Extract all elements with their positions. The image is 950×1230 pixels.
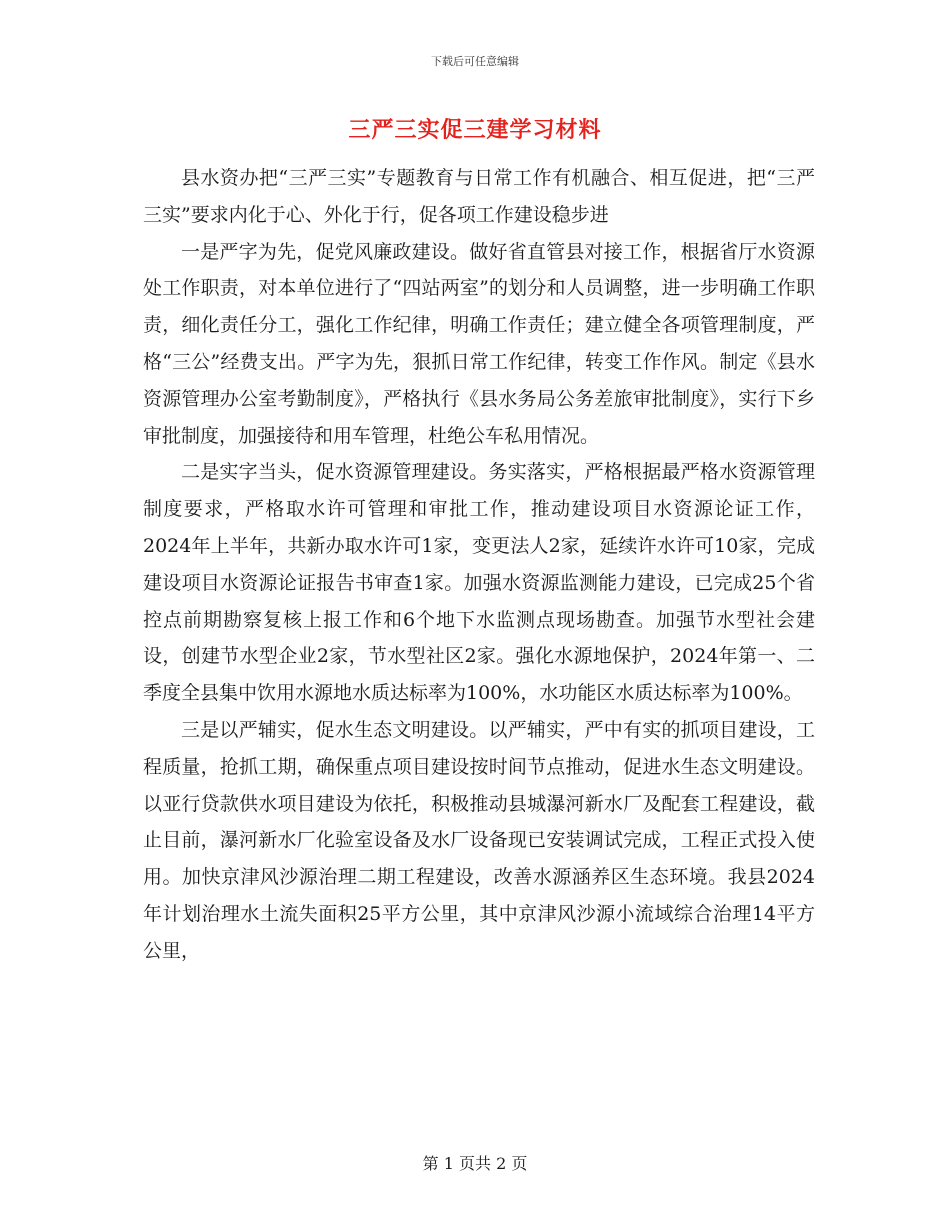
- paragraph-ecology: 三是以严辅实，促水生态文明建设。以严辅实，严中有实的抓项目建设，工程质量，抢抓工期，确保重点项目建设按时间节点推动，促进水生态文明建设。以亚行贷款供水项目建设为依托，积极推动县城瀑河新水厂及配套工程建设，截止目前，瀑河新水厂化验室设备及水厂设备现已安装调试完成，工程正式投入使用。加快京津风沙源治理二期工程建设，改善水源涵养区生态环境。我县2024年计划治理水土流失面积25平方公里，其中京津风沙源小流域综合治理14平方公里，: [143, 718, 815, 962]
- paragraph-strictness: 一是严字为先，促党风廉政建设。做好省直管县对接工作，根据省厅水资源处工作职责，对本单位进行了“四站两室”的划分和人员调整，进一步明确工作职责，细化责任分工，强化工作纪律，明确工作责任；建立健全各项管理制度，严格“三公”经费支出。严字为先，狠抓日常工作纪律，转变工作作风。制定《县水资源管理办公室考勤制度》，严格执行《县水务局公务差旅审批制度》，实行下乡审批制度，加强接待和用车管理，杜绝公车私用情况。: [143, 240, 815, 447]
- document-title: 三严三实促三建学习材料: [348, 117, 602, 143]
- paragraph-water-resources: 二是实字当头，促水资源管理建设。务实落实，严格根据最严格水资源管理制度要求，严格取水许可管理和审批工作，推动建设项目水资源论证工作，2024年上半年，共新办取水许可1家，变更法人2家，延续许水许可10家，完成建设项目水资源论证报告书审查1家。加强水资源监测能力建设，已完成25个省控点前期勘察复核上报工作和6个地下水监测点现场勘查。加强节水型社会建设，创建节水型企业2家，节水型社区2家。强化水源地保护，2024年第一、二季度全县集中饮用水源地水质达标率为100%，水功能区水质达标率为100%。: [143, 461, 815, 705]
- page-header-note: 下载后可任意编辑: [431, 55, 519, 68]
- paragraph-intro: 县水资办把“三严三实”专题教育与日常工作有机融合、相互促进，把“三严三实”要求内化于心、外化于行，促各项工作建设稳步进: [143, 167, 815, 226]
- page-number: 第 1 页共 2 页: [422, 1154, 528, 1173]
- document-body: [143, 160, 815, 970]
